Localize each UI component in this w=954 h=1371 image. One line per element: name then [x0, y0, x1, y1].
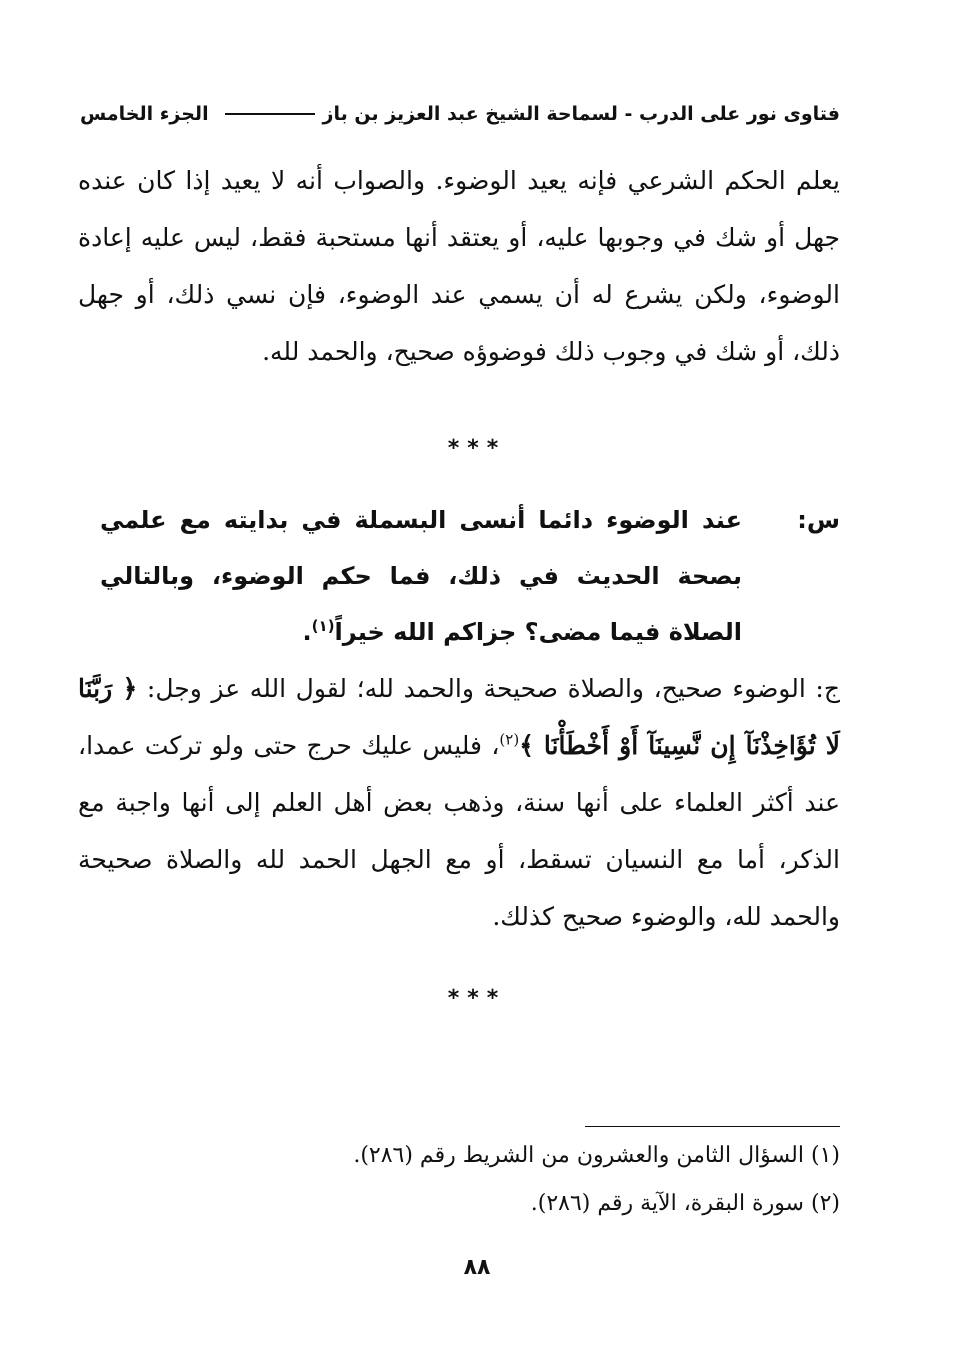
header-title: فتاوى نور على الدرب - لسماحة الشيخ عبد العزيز بن باز [322, 103, 840, 125]
question-text: عند الوضوء دائما أنسى البسملة في بدايته مع علمي بصحة الحديث في ذلك، فما حكم الوضوء، وبالتالي الصلاة فيما مضى؟ جزاكم الله خيراً [100, 506, 742, 646]
question-label: س: [797, 506, 840, 534]
footnote-1: (١) السؤال الثامن والعشرون من الشريط رقم (٢٨٦). [353, 1143, 840, 1168]
footnote-ref-2: (٢) [499, 730, 520, 749]
footnote-2: (٢) سورة البقرة، الآية رقم (٢٨٦). [530, 1191, 840, 1216]
answer-paragraph [78, 660, 840, 945]
quran-verse: ﴿ رَبَّنَا لَا تُؤَاخِذْنَآ إِن نَّسِينَآ أَوْ أَخْطَأْنَا ﴾ [78, 674, 840, 760]
header-volume: الجزء الخامس [80, 103, 209, 125]
footnote-ref-1: (١) [311, 617, 335, 635]
body-paragraph-1: يعلم الحكم الشرعي فإنه يعيد الوضوء. والصواب أنه لا يعيد إذا كان عنده جهل أو شك في وجوبها عليه، أو يعتقد أنها مستحبة فقط، ليس عليه إعادة الوضوء، ولكن يشرع له أن يسمي عند الوضوء، فإن نسي ذلك، أو جهل ذلك، أو شك في وجوب ذلك فوضوؤه صحيح، والحمد لله. [78, 166, 840, 366]
footnote-divider [585, 1126, 840, 1127]
question-block [100, 492, 840, 660]
section-separator-1: *** [447, 436, 507, 461]
page-number: ٨٨ [463, 1255, 491, 1280]
running-header [80, 96, 840, 132]
section-separator-2: *** [447, 986, 507, 1011]
header-rule [225, 113, 315, 115]
question-end: . [302, 618, 312, 646]
answer-text-end: ، فليس عليك حرج حتى ولو تركت عمدا، عند أكثر العلماء على أنها سنة، وذهب بعض أهل العلم إلى أنها واجبة مع الذكر، أما مع النسيان تسقط، أو مع الجهل الحمد لله والصلاة صحيحة والحمد لله، والوضوء صحيح كذلك. [78, 731, 840, 931]
question-text-container [100, 492, 742, 660]
answer-text-start: ج: الوضوء صحيح، والصلاة صحيحة والحمد لله؛ لقول الله عز وجل: [137, 674, 840, 703]
